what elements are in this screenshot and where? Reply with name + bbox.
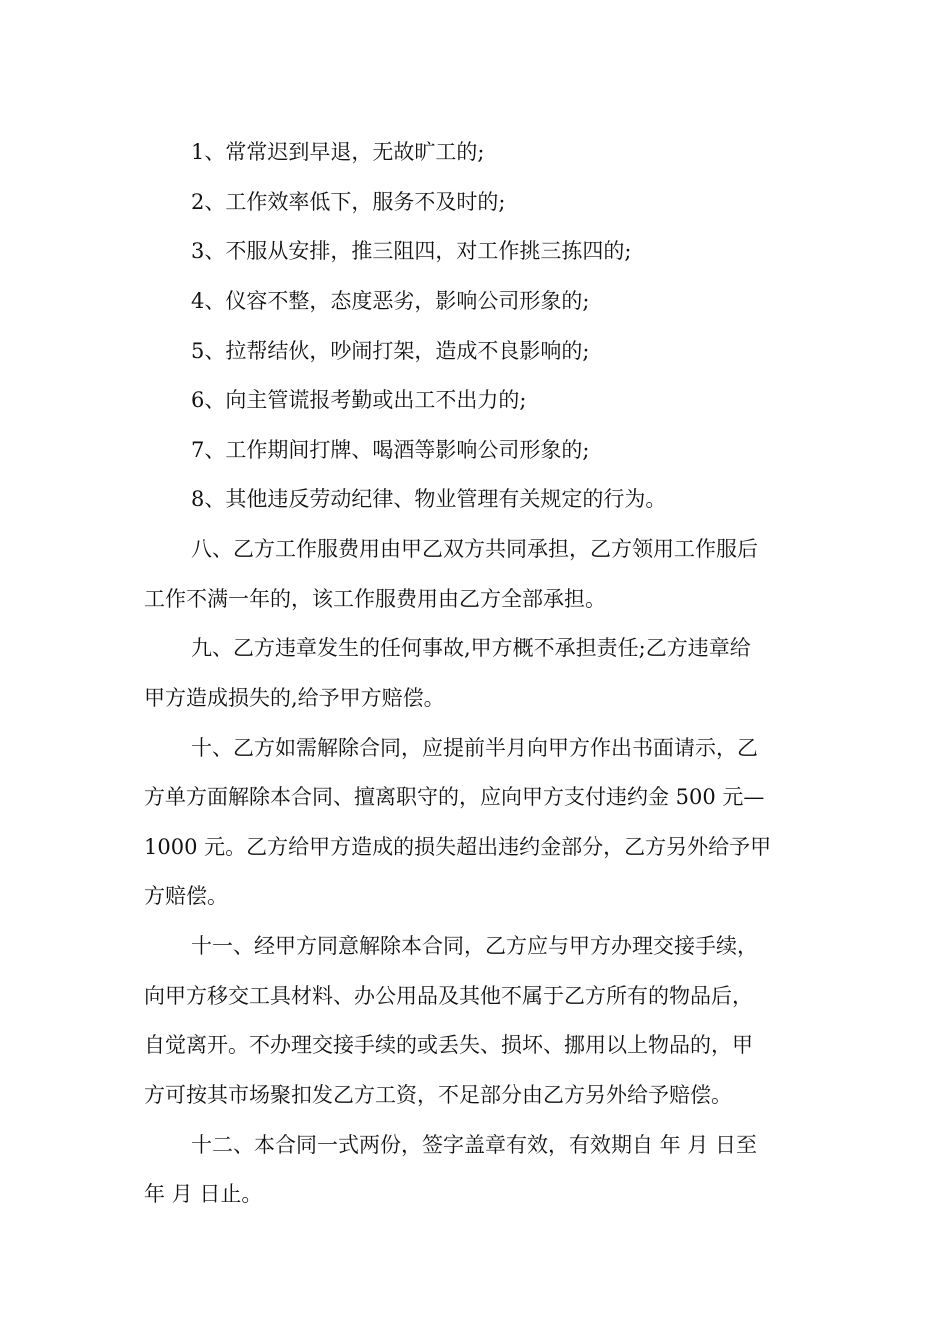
- clause-10-line-3: 1000 元。乙方给甲方造成的损失超出违约金部分，乙方另外给予甲: [144, 835, 772, 859]
- clause-12-line-1: 十二、本合同一式两份，签字盖章有效，有效期自 年 月 日至: [191, 1133, 758, 1157]
- clause-9-line-1: 九、乙方违章发生的任何事故,甲方概不承担责任;乙方违章给: [191, 636, 751, 660]
- clause-12-line-2: 年 月 日止。: [144, 1182, 263, 1206]
- clause-11-line-4: 方可按其市场聚扣发乙方工资，不足部分由乙方另外给予赔偿。: [144, 1083, 732, 1107]
- list-item-3: 3、不服从安排，推三阻四，对工作挑三拣四的;: [191, 239, 632, 263]
- list-item-1: 1、常常迟到早退，无故旷工的;: [191, 140, 485, 164]
- clause-11-line-2: 向甲方移交工具材料、办公用品及其他不属于乙方所有的物品后，: [144, 984, 753, 1008]
- list-item-6: 6、向主管谎报考勤或出工不出力的;: [191, 388, 527, 412]
- list-item-5: 5、拉帮结伙，吵闹打架，造成不良影响的;: [191, 339, 590, 363]
- clause-9-line-2: 甲方造成损失的,给予甲方赔偿。: [144, 686, 445, 710]
- clause-11-line-3: 自觉离开。不办理交接手续的或丢失、损坏、挪用以上物品的，甲: [144, 1033, 753, 1057]
- clause-10-line-2: 方单方面解除本合同、擅离职守的，应向甲方支付违约金 500 元—: [144, 785, 765, 809]
- clause-10-line-1: 十、乙方如需解除合同，应提前半月向甲方作出书面请示，乙: [191, 736, 758, 760]
- list-item-2: 2、工作效率低下，服务不及时的;: [191, 190, 506, 214]
- clause-11-line-1: 十一、经甲方同意解除本合同，乙方应与甲方办理交接手续，: [191, 934, 758, 958]
- clause-8-line-1: 八、乙方工作服费用由甲乙双方共同承担，乙方领用工作服后: [191, 537, 758, 561]
- list-item-7: 7、工作期间打牌、喝酒等影响公司形象的;: [191, 438, 590, 462]
- list-item-4: 4、仪容不整，态度恶劣，影响公司形象的;: [191, 289, 590, 313]
- list-item-8: 8、其他违反劳动纪律、物业管理有关规定的行为。: [191, 487, 667, 511]
- clause-10-line-4: 方赔偿。: [144, 884, 228, 908]
- clause-8-line-2: 工作不满一年的，该工作服费用由乙方全部承担。: [144, 587, 606, 611]
